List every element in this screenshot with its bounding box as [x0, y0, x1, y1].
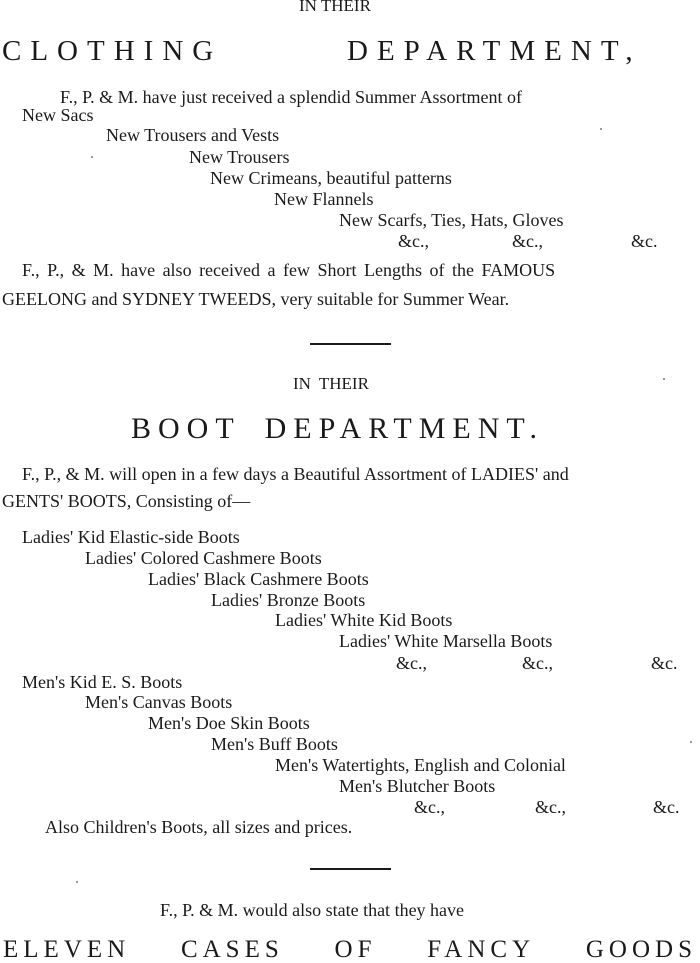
print-speck	[690, 741, 692, 743]
ladies-item: Ladies' Black Cashmere Boots	[148, 569, 369, 589]
ladies-item: Ladies' Bronze Boots	[211, 590, 366, 610]
boot-in-their: IN THEIR	[293, 374, 369, 393]
fancy-heading-word: FANCY	[427, 936, 536, 963]
fancy-heading-word: GOODS	[585, 936, 697, 963]
print-speck	[663, 378, 665, 380]
mens-etc: &c.	[653, 797, 680, 817]
print-speck	[91, 156, 93, 158]
clothing-etc: &c.	[631, 231, 658, 251]
clothing-heading-right: DEPARTMENT,	[347, 35, 642, 67]
mens-item: Men's Kid E. S. Boots	[22, 672, 183, 692]
mens-item: Men's Buff Boots	[211, 734, 338, 754]
mens-etc: &c.,	[414, 797, 445, 817]
boot-heading: BOOT DEPARTMENT.	[131, 412, 545, 445]
clothing-heading-left: CLOTHING	[2, 35, 223, 67]
boot-paragraph-line: GENTS' BOOTS, Consisting of—	[2, 491, 251, 511]
mens-item: Men's Watertights, English and Colonial	[275, 755, 566, 775]
clothing-etc: &c.,	[512, 231, 543, 251]
fancy-heading	[3, 937, 697, 962]
ladies-item: Ladies' Kid Elastic-side Boots	[22, 527, 240, 547]
mens-etc: &c.,	[535, 797, 566, 817]
mens-item: Men's Doe Skin Boots	[148, 713, 310, 733]
boot-paragraph-line: F., P., & M. will open in a few days a Beautiful Assortment of LADIES' and	[22, 464, 569, 484]
clothing-in-their: IN THEIR	[299, 0, 371, 15]
clothing-item: New Trousers	[189, 147, 290, 167]
clothing-item: New Sacs	[22, 105, 94, 125]
ladies-etc: &c.,	[522, 653, 553, 673]
ladies-item: Ladies' White Kid Boots	[275, 610, 453, 630]
fancy-intro: F., P. & M. would also state that they have	[160, 900, 465, 920]
mens-item: Men's Blutcher Boots	[339, 776, 496, 796]
fancy-heading-word: ELEVEN	[3, 936, 131, 963]
clothing-paragraph-line: GEELONG and SYDNEY TWEEDS, very suitable for Summer Wear.	[2, 289, 510, 309]
clothing-item: New Flannels	[274, 189, 374, 209]
clothing-item: New Scarfs, Ties, Hats, Gloves	[339, 210, 564, 230]
section-divider	[310, 868, 391, 870]
clothing-paragraph-line	[22, 261, 698, 279]
ladies-etc: &c.,	[396, 653, 427, 673]
print-speck	[600, 128, 602, 130]
fancy-heading-word: CASES	[180, 936, 284, 963]
clothing-etc: &c.,	[398, 231, 429, 251]
clothing-intro: F., P. & M. have just received a splendid Summer Assortment of	[60, 87, 523, 107]
mens-item: Men's Canvas Boots	[85, 692, 233, 712]
fancy-heading-word: OF	[334, 936, 377, 963]
ladies-item: Ladies' Colored Cashmere Boots	[85, 548, 322, 568]
section-divider	[310, 343, 391, 345]
children-boots-line: Also Children's Boots, all sizes and prices.	[45, 817, 353, 837]
print-speck	[76, 881, 78, 883]
clothing-paragraph-text: F., P., & M. have also received a few Short Lengths of the FAMOUS	[22, 260, 556, 280]
ladies-etc: &c.	[651, 653, 678, 673]
clothing-item: New Trousers and Vests	[106, 125, 280, 145]
ladies-item: Ladies' White Marsella Boots	[339, 631, 553, 651]
clothing-item: New Crimeans, beautiful patterns	[210, 168, 452, 188]
